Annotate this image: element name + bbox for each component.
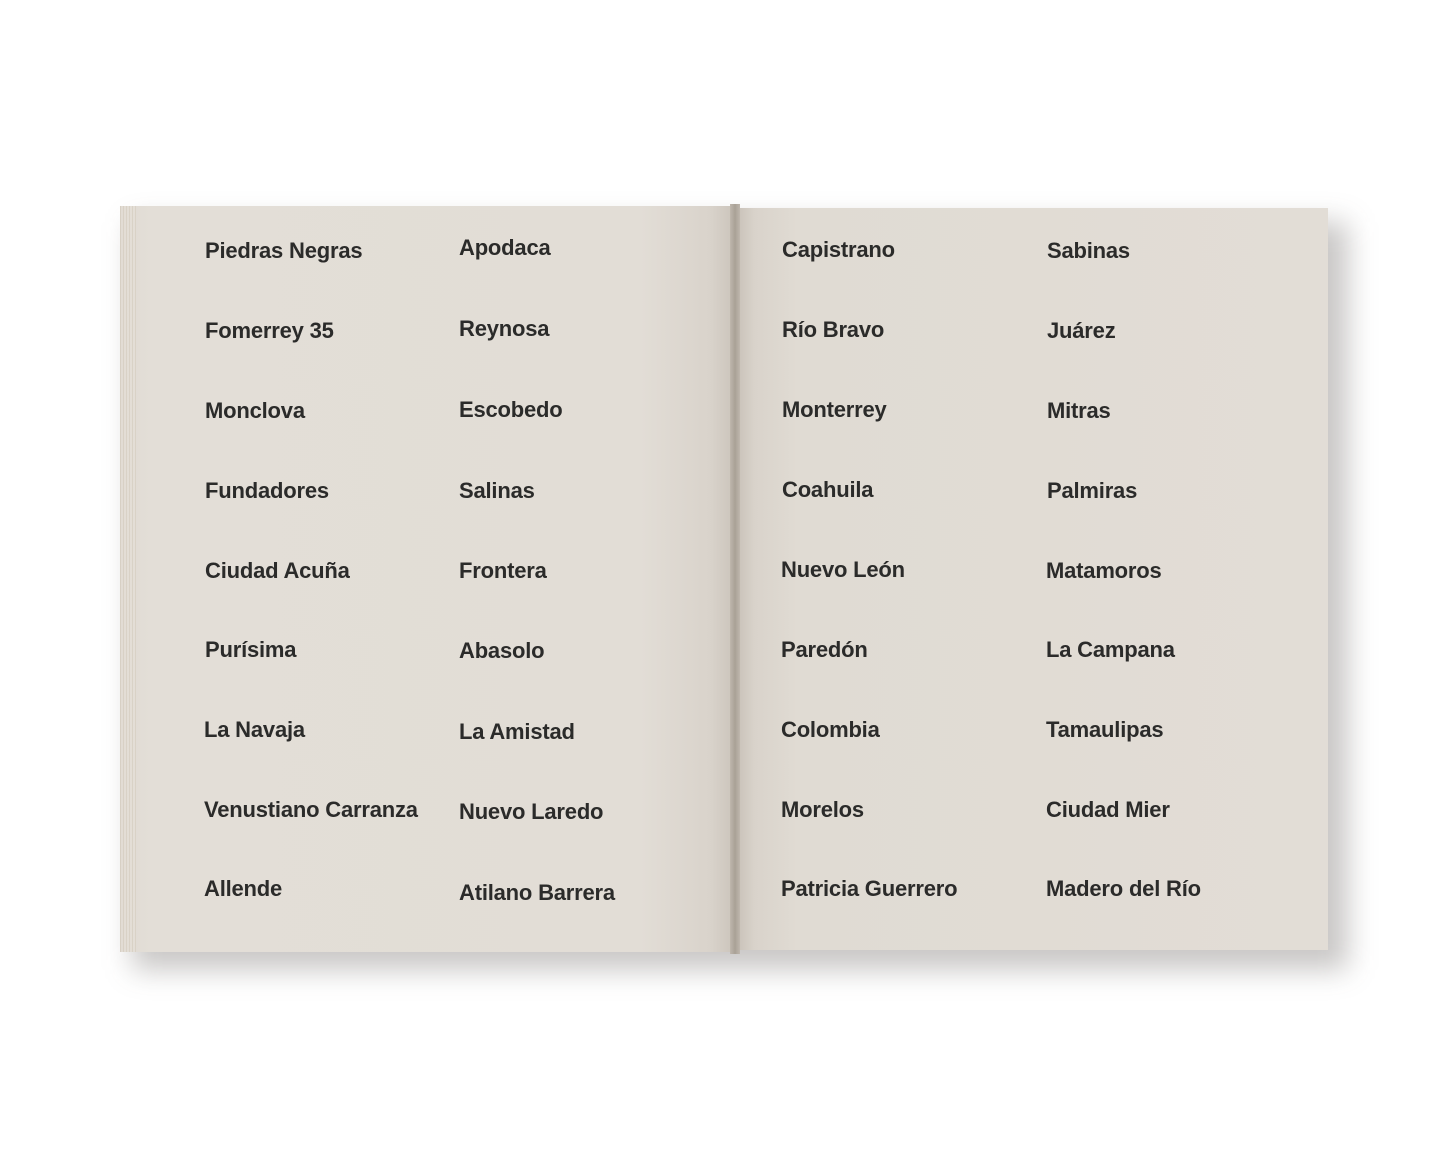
place-name: Colombia: [781, 717, 880, 742]
place-name: Nuevo Laredo: [459, 799, 604, 824]
place-name: Abasolo: [459, 638, 545, 663]
place-name: Tamaulipas: [1046, 717, 1164, 742]
place-name: Monterrey: [782, 397, 887, 422]
place-name: Matamoros: [1046, 558, 1162, 583]
place-name: La Navaja: [204, 717, 305, 742]
place-name: Mitras: [1047, 398, 1111, 423]
place-name: Atilano Barrera: [459, 880, 615, 905]
place-name: Patricia Guerrero: [781, 876, 958, 901]
place-name: Venustiano Carranza: [204, 797, 418, 822]
place-name: Río Bravo: [782, 317, 885, 342]
place-name: Nuevo León: [781, 557, 905, 582]
place-name: Allende: [204, 876, 283, 901]
place-name: Paredón: [781, 637, 868, 662]
place-name: Morelos: [781, 797, 864, 822]
place-name: Capistrano: [782, 237, 895, 262]
place-name: Juárez: [1047, 318, 1116, 343]
place-name: La Amistad: [459, 719, 575, 744]
place-name: Fomerrey 35: [205, 318, 334, 343]
book-spine: [730, 204, 740, 954]
place-name: Coahuila: [782, 477, 874, 502]
place-name: Escobedo: [459, 397, 563, 422]
place-name: Piedras Negras: [205, 238, 363, 263]
page-edges: [120, 206, 136, 952]
place-name: Ciudad Acuña: [205, 558, 350, 583]
place-name: Fundadores: [205, 478, 329, 503]
place-name: Frontera: [459, 558, 547, 583]
place-name: Madero del Río: [1046, 876, 1201, 901]
place-name: Sabinas: [1047, 238, 1130, 263]
place-name: Reynosa: [459, 316, 550, 341]
place-name: Palmiras: [1047, 478, 1138, 503]
place-name: Ciudad Mier: [1046, 797, 1170, 822]
place-name: Salinas: [459, 478, 535, 503]
place-name: La Campana: [1046, 637, 1175, 662]
place-name: Purísima: [205, 637, 297, 662]
place-name: Monclova: [205, 398, 305, 423]
place-name: Apodaca: [459, 235, 551, 260]
